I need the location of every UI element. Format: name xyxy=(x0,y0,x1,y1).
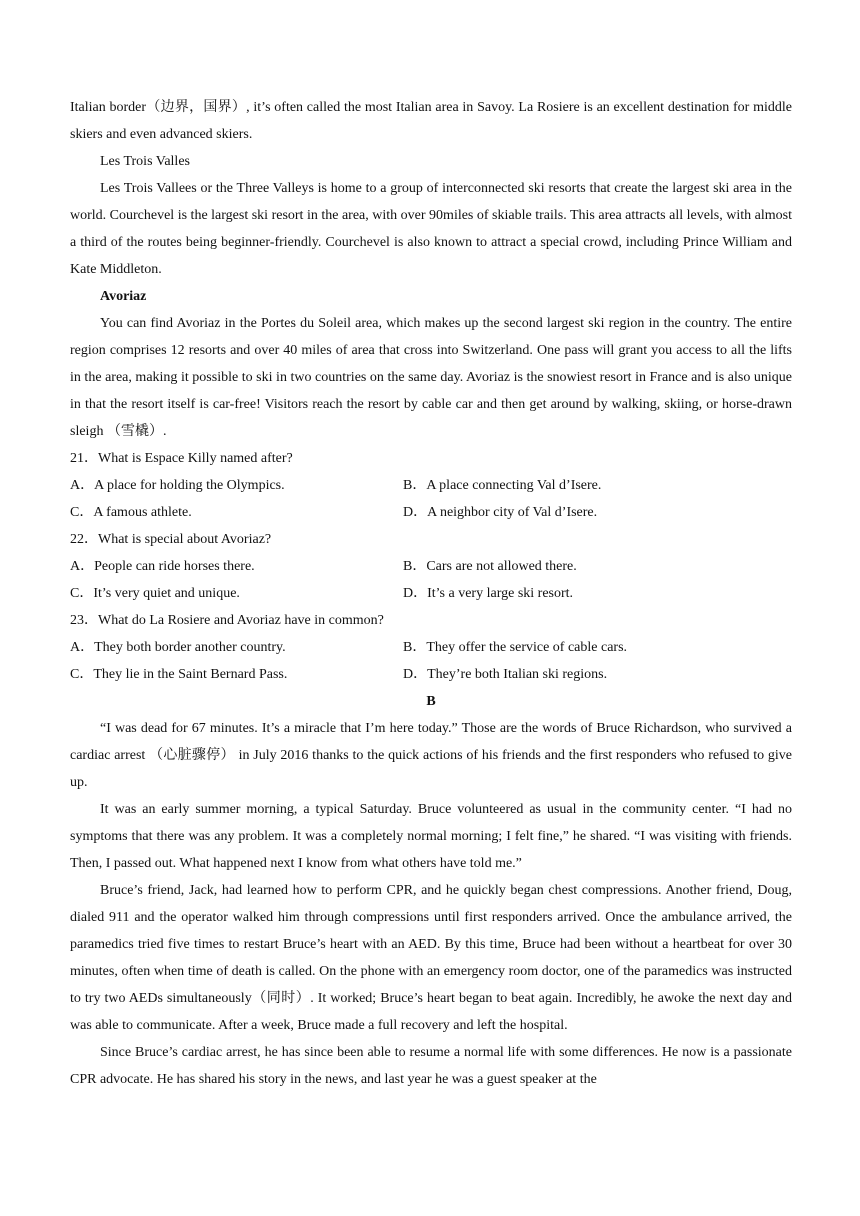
passage-b-paragraph: Bruce’s friend, Jack, had learned how to perform CPR, and he quickly began chest compressions. Another friend, Doug, dialed 911 and the operator walked him through compressions until first responders arrived. Once the ambulance arrived, the paramedics tried five times to restart Bruce’s heart with an AED. By this time, Bruce had been without a heartbeat for over 30 minutes, often when time of death is called. On the phone with an emergency room doctor, one of the paramedics was instructed to try two AEDs simultaneously（同时）. It worked; Bruce’s heart began to beat again. Incredibly, he awoke the next day and was able to communicate. After a week, Bruce made a full recovery and left the hospital. xyxy=(70,883,792,1033)
option-d: D．It’s a very large ski resort. xyxy=(403,586,574,601)
option-a: A．A place for holding the Olympics. xyxy=(70,478,285,493)
section-b-label: B xyxy=(426,694,436,709)
option-c: C．They lie in the Saint Bernard Pass. xyxy=(70,667,288,682)
trois-valles-heading: Les Trois Valles xyxy=(100,154,190,169)
question-stem: 23．What do La Rosiere and Avoriaz have in common? xyxy=(70,613,384,628)
document-page xyxy=(70,94,792,1093)
passage-b-paragraph: It was an early summer morning, a typical Saturday. Bruce volunteered as usual in the community center. “I had no symptoms that there was any problem. It was a completely normal morning; I felt fine,” he shared. “I was visiting with friends. Then, I passed out. What happened next I know from what others have told me.” xyxy=(70,802,792,871)
passage-b-paragraph: “I was dead for 67 minutes. It’s a miracle that I’m here today.” Those are the words of Bruce Richardson, who survived a cardiac arrest （心脏骤停） in July 2016 thanks to the quick actions of his friends and the first responders who refused to give up. xyxy=(70,721,792,790)
question-22 xyxy=(70,526,792,607)
question-21 xyxy=(70,445,792,526)
option-grid xyxy=(70,472,792,526)
option-grid xyxy=(70,634,792,688)
option-a: A．People can ride horses there. xyxy=(70,559,255,574)
question-23 xyxy=(70,607,792,688)
avoriaz-paragraph: You can find Avoriaz in the Portes du Soleil area, which makes up the second largest ski region in the country. The entire region comprises 12 resorts and over 40 miles of area that cross into Switzerland. One pass will grant you access to all the lifts in the area, making it possible to ski in two countries on the same day. Avoriaz is the snowiest resort in France and is also unique in that the resort itself is car-free! Visitors reach the resort by cable car and then get around by walking, skiing, or horse-drawn sleigh （雪橇）. xyxy=(70,316,792,439)
option-a: A．They both border another country. xyxy=(70,640,286,655)
trois-valles-paragraph: Les Trois Vallees or the Three Valleys is home to a group of interconnected ski resorts that create the largest ski area in the world. Courchevel is the largest ski resort in the area, with over 90miles of skiable trails. This area attracts all levels, with almost a third of the routes being beginner-friendly. Courchevel is also known to attract a special crowd, including Prince William and Kate Middleton. xyxy=(70,181,792,277)
option-d: D．They’re both Italian ski regions. xyxy=(403,667,608,682)
passage-a-intro-paragraph: Italian border（边界，国界）, it’s often called the most Italian area in Savoy. La Rosiere is an excellent destination for middle skiers and even advanced skiers. xyxy=(70,100,792,142)
option-c: C．It’s very quiet and unique. xyxy=(70,586,240,601)
option-d: D．A neighbor city of Val d’Isere. xyxy=(403,505,598,520)
option-b: B．They offer the service of cable cars. xyxy=(403,640,628,655)
passage-b-paragraph: Since Bruce’s cardiac arrest, he has since been able to resume a normal life with some differences. He now is a passionate CPR advocate. He has shared his story in the news, and last year he was a guest speaker at the xyxy=(70,1045,792,1087)
question-stem: 21．What is Espace Killy named after? xyxy=(70,451,293,466)
avoriaz-heading: Avoriaz xyxy=(100,289,147,304)
option-b: B．A place connecting Val d’Isere. xyxy=(403,478,602,493)
option-c: C．A famous athlete. xyxy=(70,505,192,520)
option-grid xyxy=(70,553,792,607)
option-b: B．Cars are not allowed there. xyxy=(403,559,577,574)
question-stem: 22．What is special about Avoriaz? xyxy=(70,532,272,547)
